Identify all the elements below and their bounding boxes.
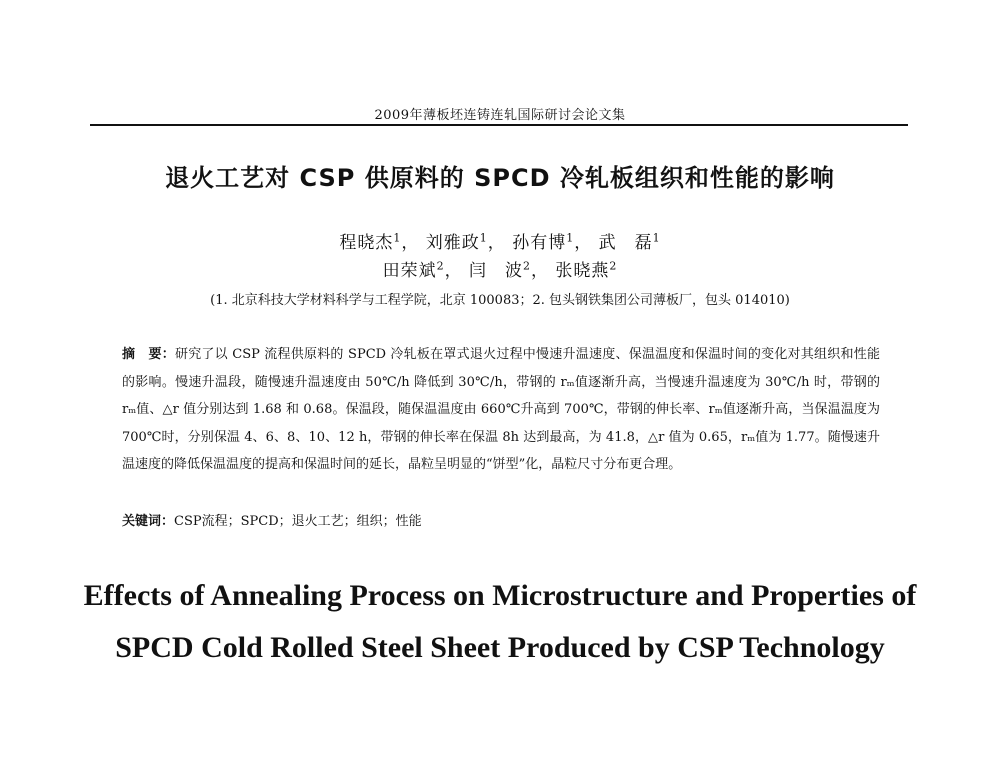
author-affil-mark: 1 <box>652 231 661 245</box>
author-separator: ， <box>487 233 506 253</box>
author-name: 武 磊 <box>598 233 653 253</box>
author-affil-mark: 1 <box>479 231 488 245</box>
chinese-title: 退火工艺对 CSP 供原料的 SPCD 冷轧板组织和性能的影响 <box>165 164 835 192</box>
header-rule <box>90 124 908 126</box>
author-affil-mark: 1 <box>566 231 575 245</box>
author-affil-mark: 1 <box>393 231 402 245</box>
authors-line-2 <box>0 256 1000 281</box>
author-name: 孙有博 <box>512 233 567 253</box>
keywords-text: CSP流程；SPCD；退火工艺；组织；性能 <box>174 514 422 529</box>
abstract-label: 摘 要： <box>122 347 175 362</box>
abstract <box>122 341 880 479</box>
english-title: Effects of Annealing Process on Microstructure and Properties of SPCD Cold Rolled Steel Sheet Produced by CSP Technology <box>83 579 917 664</box>
author-affil-mark: 2 <box>523 259 531 273</box>
running-header: 2009年薄板坯连铸连轧国际研讨会论文集 <box>374 108 626 123</box>
author-name: 刘雅政 <box>425 233 480 253</box>
author-name: 田荣斌 <box>382 261 437 281</box>
author-affil-mark: 2 <box>609 259 618 273</box>
keywords <box>122 510 880 529</box>
author-separator: ， <box>531 261 549 281</box>
keywords-label: 关键词： <box>122 514 175 529</box>
author-separator: ， <box>574 233 593 253</box>
author-separator: ， <box>444 261 463 281</box>
author-separator: ， <box>401 233 420 253</box>
author-name: 张晓燕 <box>555 261 610 281</box>
author-name: 程晓杰 <box>339 233 394 253</box>
author-name: 闫 波 <box>469 261 523 281</box>
author-affil-mark: 2 <box>436 259 445 273</box>
authors-line-1 <box>0 228 1000 253</box>
abstract-text: 研究了以 CSP 流程供原料的 SPCD 冷轧板在罩式退火过程中慢速升温速度、保温温度和保温时间的变化对其组织和性能的影响。慢速升温段，随慢速升温速度由 50℃/h 降低到 30℃/h，带钢的 rₘ值逐渐升高，当慢速升温速度为 30℃/h 时，带钢的 rₘ值、△r 值分别达到 1.68 和 0.68。保温段，随保温温度由 660℃升高到 700℃，带钢的伸长率、rₘ值逐渐升高，当保温温度为 700℃时，分别保温 4、6、8、10、12 h，带钢的伸长率在保温 8h 达到最高，为 41.8，△r 值为 0.65，rₘ值为 1.77。随慢速升温速度的降低保温温度的提高和保温时间的延长，晶粒呈明显的“饼型”化，晶粒尺寸分布更合理。 <box>122 347 880 472</box>
affiliation: (1. 北京科技大学材料科学与工程学院，北京 100083；2. 包头钢铁集团公司薄板厂，包头 014010) <box>210 293 790 308</box>
